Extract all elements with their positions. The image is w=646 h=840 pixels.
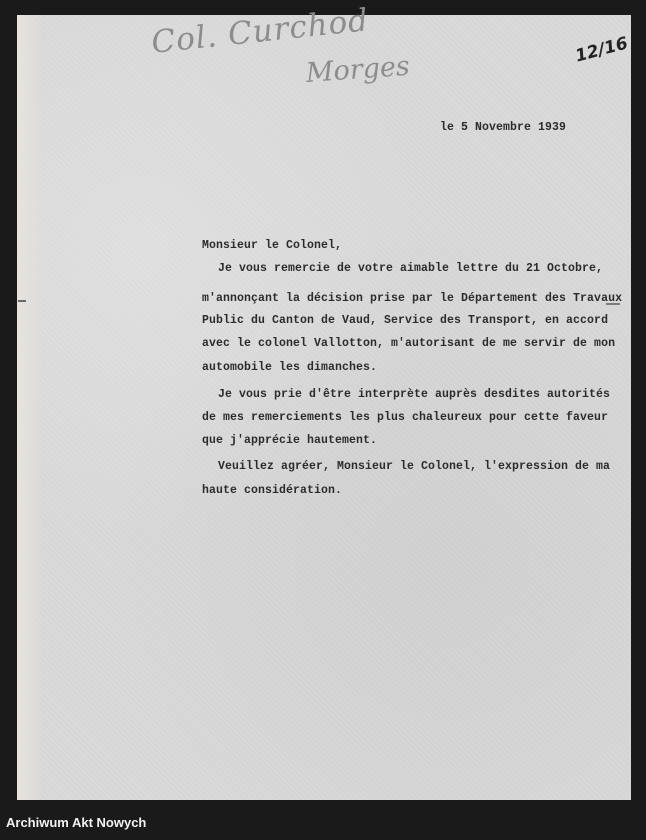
- fold-mark-left: [18, 300, 26, 302]
- letter-line: avec le colonel Vallotton, m'autorisant de me servir de mon: [202, 337, 616, 350]
- handwritten-place: Morges: [304, 50, 411, 89]
- letter-line: Je vous prie d'être interprète auprès desdites autorités: [218, 388, 611, 401]
- letter-line: m'annonçant la décision prise par le Département des Travaux: [202, 292, 623, 305]
- letter-date: le 5 Novembre 1939: [440, 121, 567, 134]
- page-number: 12/16: [573, 33, 631, 67]
- letter-line: automobile les dimanches.: [202, 361, 378, 374]
- letter-line: que j'apprécie hautement.: [202, 434, 378, 447]
- letter-line: haute considération.: [202, 484, 343, 497]
- letter-salutation: Monsieur le Colonel,: [202, 239, 343, 252]
- handwritten-annotation: Col. Curchod: [149, 2, 371, 61]
- letter-line: Je vous remercie de votre aimable lettre du 21 Octobre,: [218, 262, 604, 275]
- letter-line: Veuillez agréer, Monsieur le Colonel, l'expression de ma: [218, 460, 611, 473]
- archive-label: Archiwum Akt Nowych: [6, 815, 147, 830]
- letter-line: de mes remerciements les plus chaleureux pour cette faveur: [202, 411, 609, 424]
- letter-line: Public du Canton de Vaud, Service des Transport, en accord: [202, 314, 609, 327]
